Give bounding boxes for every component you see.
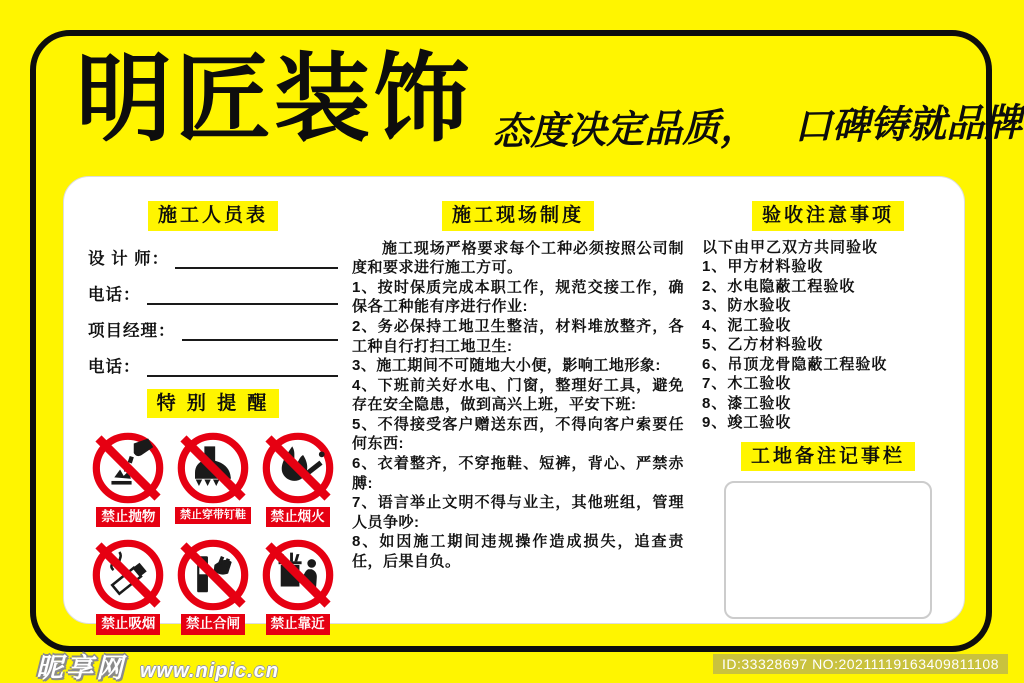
field-label: 项目经理：: [88, 321, 176, 340]
acceptance-item: 2、水电隐蔽工程验收: [702, 277, 856, 295]
rule-item: 8、如因施工期间违规操作造成损失，追查责任，后果自负。: [352, 533, 684, 571]
sign-label: 禁止吸烟: [96, 614, 160, 634]
acceptance-item: 4、泥工验收: [702, 316, 792, 334]
field-manager-phone: [88, 353, 338, 377]
acceptance-item: 8、漆工验收: [702, 394, 792, 412]
acceptance-list: [702, 238, 954, 433]
watermark-site: 昵享网: [36, 653, 126, 683]
no-spiked-shoes-icon: [177, 432, 249, 504]
blank-line: [175, 250, 338, 269]
acceptance-intro: 以下由甲乙双方共同验收: [702, 238, 879, 256]
rule-item: 2、务必保持工地卫生整洁，材料堆放整齐，各工种自行打扫工地卫生:: [352, 317, 684, 355]
stock-id-badge: ID:33328697 NO:20211119163409811108: [713, 654, 1008, 674]
prohibition-sign-no-spiked-shoes: [175, 432, 251, 527]
acceptance-item: 1、甲方材料验收: [702, 258, 824, 276]
prohibition-sign-no-approaching: [262, 539, 334, 634]
no-fireworks-icon: [262, 432, 334, 504]
acceptance-item: 9、竣工验收: [702, 414, 792, 432]
rules-intro: 施工现场严格要求每个工种必须按照公司制度和要求进行施工方可。: [352, 239, 684, 277]
blank-line: [147, 358, 339, 377]
field-designer-phone: [88, 281, 338, 305]
field-label: 电话：: [88, 357, 141, 376]
rule-item: 3、施工期间不可随地大小便，影响工地形象:: [352, 357, 661, 375]
no-throwing-icon: [92, 432, 164, 504]
site-rules-column: [352, 201, 684, 572]
personnel-header: 施工人员表: [148, 201, 278, 231]
rule-item: 6、衣着整齐，不穿拖鞋、短裤，背心、严禁赤膊:: [352, 455, 684, 492]
acceptance-item: 5、乙方材料验收: [702, 336, 824, 354]
no-smoking-icon: [92, 539, 164, 611]
brand-slogan: [492, 91, 1023, 155]
rule-item: 7、语言举止文明不得与业主，其他班组，管理人员争吵:: [352, 494, 684, 531]
rules-header: 施工现场制度: [442, 201, 594, 231]
prohibition-signs-grid: [88, 432, 338, 635]
content-panel: [63, 176, 965, 632]
sign-label: 禁止穿带钉鞋: [175, 507, 251, 524]
prohibition-sign-no-throwing: [92, 432, 164, 527]
slogan-right: 口碑铸就品牌: [793, 99, 1023, 149]
rule-item: 5、不得接受客户赠送东西，不得向客户索要任何东西:: [352, 415, 684, 453]
sign-label: 禁止靠近: [266, 614, 330, 634]
sign-label: 禁止抛物: [96, 507, 160, 527]
acceptance-header: 验收注意事项: [752, 201, 904, 231]
blank-line: [147, 286, 339, 305]
brand-title: 明匠装饰: [76, 46, 472, 153]
slogan-left: 态度决定品质，: [491, 103, 759, 154]
acceptance-column: [702, 201, 954, 619]
field-label: 设 计 师：: [88, 249, 170, 268]
prohibition-sign-no-smoking: [92, 539, 164, 634]
sign-label: 禁止合闸: [181, 614, 245, 634]
prohibition-sign-no-switching-on: [177, 539, 249, 634]
watermark: [36, 646, 279, 683]
rule-item: 4、下班前关好水电、门窗，整理好工具，避免存在安全隐患，做到高兴上班，平安下班:: [352, 376, 684, 414]
personnel-fields: [88, 245, 338, 377]
reminder-header: 特 别 提 醒: [147, 389, 280, 419]
acceptance-item: 3、防水验收: [702, 297, 792, 315]
field-designer: [88, 245, 338, 269]
notes-header: 工地备注记事栏: [741, 442, 915, 472]
personnel-column: [88, 201, 338, 635]
blank-line: [182, 322, 339, 341]
no-approaching-icon: [262, 539, 334, 611]
acceptance-item: 7、木工验收: [702, 375, 792, 393]
notes-box: [724, 481, 932, 619]
prohibition-sign-no-fireworks: [262, 432, 334, 527]
no-switching-on-icon: [177, 539, 249, 611]
watermark-url: www.nipic.cn: [140, 660, 280, 682]
rule-item: 1、按时保质完成本职工作，规范交接工作，确保各工种能有序进行作业:: [352, 278, 684, 316]
rules-text: [352, 239, 684, 572]
field-project-manager: [88, 317, 338, 341]
sign-label: 禁止烟火: [266, 507, 330, 527]
field-label: 电话：: [88, 285, 141, 304]
acceptance-item: 6、吊顶龙骨隐蔽工程验收: [702, 355, 888, 373]
